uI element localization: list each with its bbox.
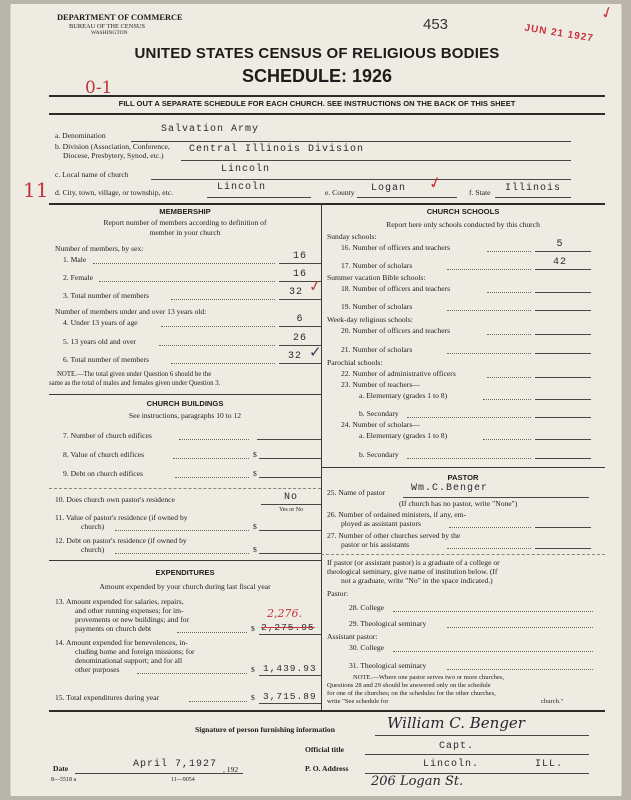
q13-corrected-value: 2,276. [267, 607, 302, 620]
q1-value: 16 [292, 251, 307, 262]
census-schedule-page [10, 4, 622, 796]
q14-label-4: other purposes [75, 665, 120, 674]
city-label: d. City, town, village, or township, etc. [55, 188, 174, 197]
q13-label-3: provements or new buildings; and for [75, 615, 190, 624]
print-number: 11—9054 [171, 777, 195, 783]
handwritten-code-top: 0-1 [85, 78, 113, 98]
schools-subtitle: Report here only schools conducted by this church [386, 220, 540, 229]
q24-label: 24. Number of scholars— [341, 420, 420, 429]
city-value: Lincoln [217, 182, 267, 193]
q15-dollar: $ [251, 693, 255, 702]
buildings-title: CHURCH BUILDINGS [146, 399, 224, 408]
summer-label: Summer vacation Bible schools: [327, 273, 426, 282]
buildings-subtitle: See instructions, paragraphs 10 to 12 [128, 411, 242, 420]
q14-dollar: $ [251, 665, 255, 674]
address-state-value: ILL. [535, 759, 564, 770]
division-label-2: Diocese, Presbytery, Synod, etc.) [63, 151, 164, 160]
q17-value: 42 [552, 257, 567, 268]
pastor-instruction-2: theological seminary, give name of institution below. (If [327, 567, 498, 576]
division-label-1: b. Division (Association, Conference, [55, 142, 170, 151]
pastor-note-1: NOTE.—Where one pastor serves two or more churches, [353, 674, 505, 681]
q11-dollar: $ [253, 522, 257, 531]
instruction-banner: FILL OUT A SEPARATE SCHEDULE FOR EACH CHURCH. SEE INSTRUCTIONS ON THE BACK OF THIS SHEET [118, 99, 516, 108]
q13-original-value: 2,275.95 [261, 622, 315, 633]
local-name-label: c. Local name of church [55, 170, 129, 179]
schools-title: CHURCH SCHOOLS [426, 207, 500, 216]
city-line: WASHINGTON [91, 30, 128, 36]
pastor-title: PASTOR [447, 473, 479, 482]
assistant-sub-label: Assistant pastor: [327, 632, 378, 641]
membership-note-1: NOTE.—The total given under Question 6 should be the [57, 371, 212, 378]
q31-label: 31. Theological seminary [349, 661, 427, 670]
q30-label: 30. College [349, 643, 385, 652]
q3-label: 3. Total number of members [63, 291, 150, 300]
q21-label: 21. Number of scholars [341, 345, 413, 354]
pastor-instruction-3: not a graduate, write "No" in the space indicated.) [341, 576, 493, 585]
by-sex-label: Number of members, by sex: [55, 244, 144, 253]
state-value: Illinois [505, 183, 562, 194]
q12-label-2: church) [81, 545, 105, 554]
q25-value: Wm.C.Benger [411, 483, 489, 494]
q24a-label: a. Elementary (grades 1 to 8) [359, 431, 448, 440]
sunday-label: Sunday schools: [327, 232, 377, 241]
pastor-sub-label: Pastor: [327, 589, 349, 598]
q5-label: 5. 13 years old and over [63, 337, 136, 346]
q25-label: 25. Name of pastor [327, 488, 386, 497]
check-mark-icon: ✓ [426, 173, 445, 194]
q14-label-2: cluding home and foreign missions; for [75, 647, 195, 656]
q13-label-2: and other running expenses; for im- [75, 606, 184, 615]
q26-label-1: 26. Number of ordained ministers, if any, em- [327, 510, 467, 519]
pastor-note-3: for one of the churches; on the schedules for the other churches, [327, 690, 496, 697]
q19-label: 19. Number of scholars [341, 302, 413, 311]
q13-label-4: payments on church debt [75, 624, 152, 633]
q23b-label: b. Secondary [359, 409, 399, 418]
pastor-note-4b: church." [541, 698, 564, 705]
membership-subtitle-1: Report number of members according to definition of [103, 218, 267, 227]
q13-dollar: $ [251, 624, 255, 633]
q3-value: 32 [288, 287, 303, 298]
bureau-line: BUREAU OF THE CENSUS [69, 23, 146, 30]
q8-label: 8. Value of church edifices [63, 450, 145, 459]
q20-label: 20. Number of officers and teachers [341, 326, 451, 335]
received-date-stamp: JUN 21 1927 [523, 22, 595, 45]
q7-label: 7. Number of church edifices [63, 431, 152, 440]
q14-label-1: 14. Amount expended for benevolences, in- [55, 638, 188, 647]
date-label: Date [53, 764, 69, 773]
q8-dollar: $ [253, 450, 257, 459]
signature-label: Signature of person furnishing information [195, 725, 335, 734]
q23a-label: a. Elementary (grades 1 to 8) [359, 391, 448, 400]
q14-value: 1,439.93 [263, 663, 317, 674]
address-label: P. O. Address [305, 764, 349, 773]
parochial-label: Parochial schools: [327, 358, 383, 367]
denomination-label: a. Denomination [55, 131, 106, 140]
schedule-number: 453 [423, 16, 449, 33]
q27-label-2: pastor or his assistants [341, 540, 410, 549]
official-title-value: Capt. [439, 741, 475, 752]
q9-label: 9. Debt on church edifices [63, 469, 143, 478]
membership-note-2: same as the total of males and females given under Question 3. [49, 380, 221, 387]
q10-sub: Yes or No [278, 507, 304, 513]
form-title: UNITED STATES CENSUS OF RELIGIOUS BODIES [134, 45, 500, 62]
q6-label: 6. Total number of members [63, 355, 150, 364]
q18-label: 18. Number of officers and teachers [341, 284, 451, 293]
schedule-title: SCHEDULE: 1926 [241, 66, 393, 86]
q27-label-1: 27. Number of other churches served by the [327, 531, 461, 540]
date-value: April 7,1927 [133, 759, 218, 770]
state-label: f. State [469, 188, 491, 197]
address-street-value: 206 Logan St. [371, 774, 464, 789]
q28-label: 28. College [349, 603, 385, 612]
pastor-note-2: Questions 28 and 29 should be answered only on the schedule [327, 682, 491, 689]
q26-label-2: ployed as assistant pastors [341, 519, 421, 528]
q5-value: 26 [292, 333, 307, 344]
q12-label-1: 12. Debt on pastor's residence (if owned by [55, 536, 187, 545]
local-name-value: Lincoln [221, 164, 271, 175]
date-year-suffix: , 192 [223, 765, 239, 774]
check-mark-icon: ✓ [598, 3, 617, 24]
q15-value: 3,715.89 [263, 691, 317, 702]
q6-value: 32 [287, 351, 302, 362]
q16-label: 16. Number of officers and teachers [341, 243, 451, 252]
q24b-label: b. Secondary [359, 450, 399, 459]
q13-label-1: 13. Amount expended for salaries, repairs, [55, 597, 184, 606]
division-value: Central Illinois Division [189, 144, 365, 155]
signature-value: William C. Benger [387, 714, 525, 732]
expenditures-subtitle: Amount expended by your church during last fiscal year [99, 582, 271, 591]
weekday-label: Week-day religious schools: [327, 315, 413, 324]
q25-sub: (If church has no pastor, write "None") [399, 499, 518, 508]
q12-dollar: $ [253, 545, 257, 554]
official-title-label: Official title [305, 745, 345, 754]
q2-label: 2. Female [63, 273, 93, 282]
q14-label-3: denominational support; and for all [75, 656, 183, 665]
q29-label: 29. Theological seminary [349, 619, 427, 628]
q10-value: No [283, 492, 298, 503]
q2-value: 16 [292, 269, 307, 280]
pastor-note-4: write "See schedule for [327, 698, 389, 705]
q17-label: 17. Number of scholars [341, 261, 413, 270]
county-value: Logan [371, 183, 407, 194]
membership-title: MEMBERSHIP [159, 207, 211, 216]
q22-label: 22. Number of administrative officers [341, 369, 456, 378]
denomination-value: Salvation Army [161, 124, 260, 135]
department-line: DEPARTMENT OF COMMERCE [57, 13, 183, 22]
check-mark-icon: ✓ [309, 345, 322, 361]
membership-subtitle-2: member in your church [149, 228, 221, 237]
q4-label: 4. Under 13 years of age [63, 318, 138, 327]
q23-label: 23. Number of teachers— [341, 380, 420, 389]
q15-label: 15. Total expenditures during year [55, 693, 160, 702]
pastor-instruction-1: If pastor (or assistant pastor) is a graduate of a college or [327, 558, 500, 567]
form-number: 8—5518 a [51, 777, 77, 783]
q11-label-1: 11. Value of pastor's residence (if owned by [55, 513, 188, 522]
q4-value: 6 [296, 314, 304, 325]
q11-label-2: church) [81, 522, 105, 531]
check-mark-icon: ✓ [307, 278, 323, 296]
q16-value: 5 [556, 239, 564, 250]
age-label: Number of members under and over 13 years old: [55, 307, 207, 316]
county-label: e. County [325, 188, 355, 197]
q10-label: 10. Does church own pastor's residence [55, 495, 175, 504]
expenditures-title: EXPENDITURES [155, 568, 215, 577]
handwritten-code-left: 11 [23, 178, 49, 202]
address-city-value: Lincoln. [423, 759, 480, 770]
q9-dollar: $ [253, 469, 257, 478]
q1-label: 1. Male [63, 255, 87, 264]
